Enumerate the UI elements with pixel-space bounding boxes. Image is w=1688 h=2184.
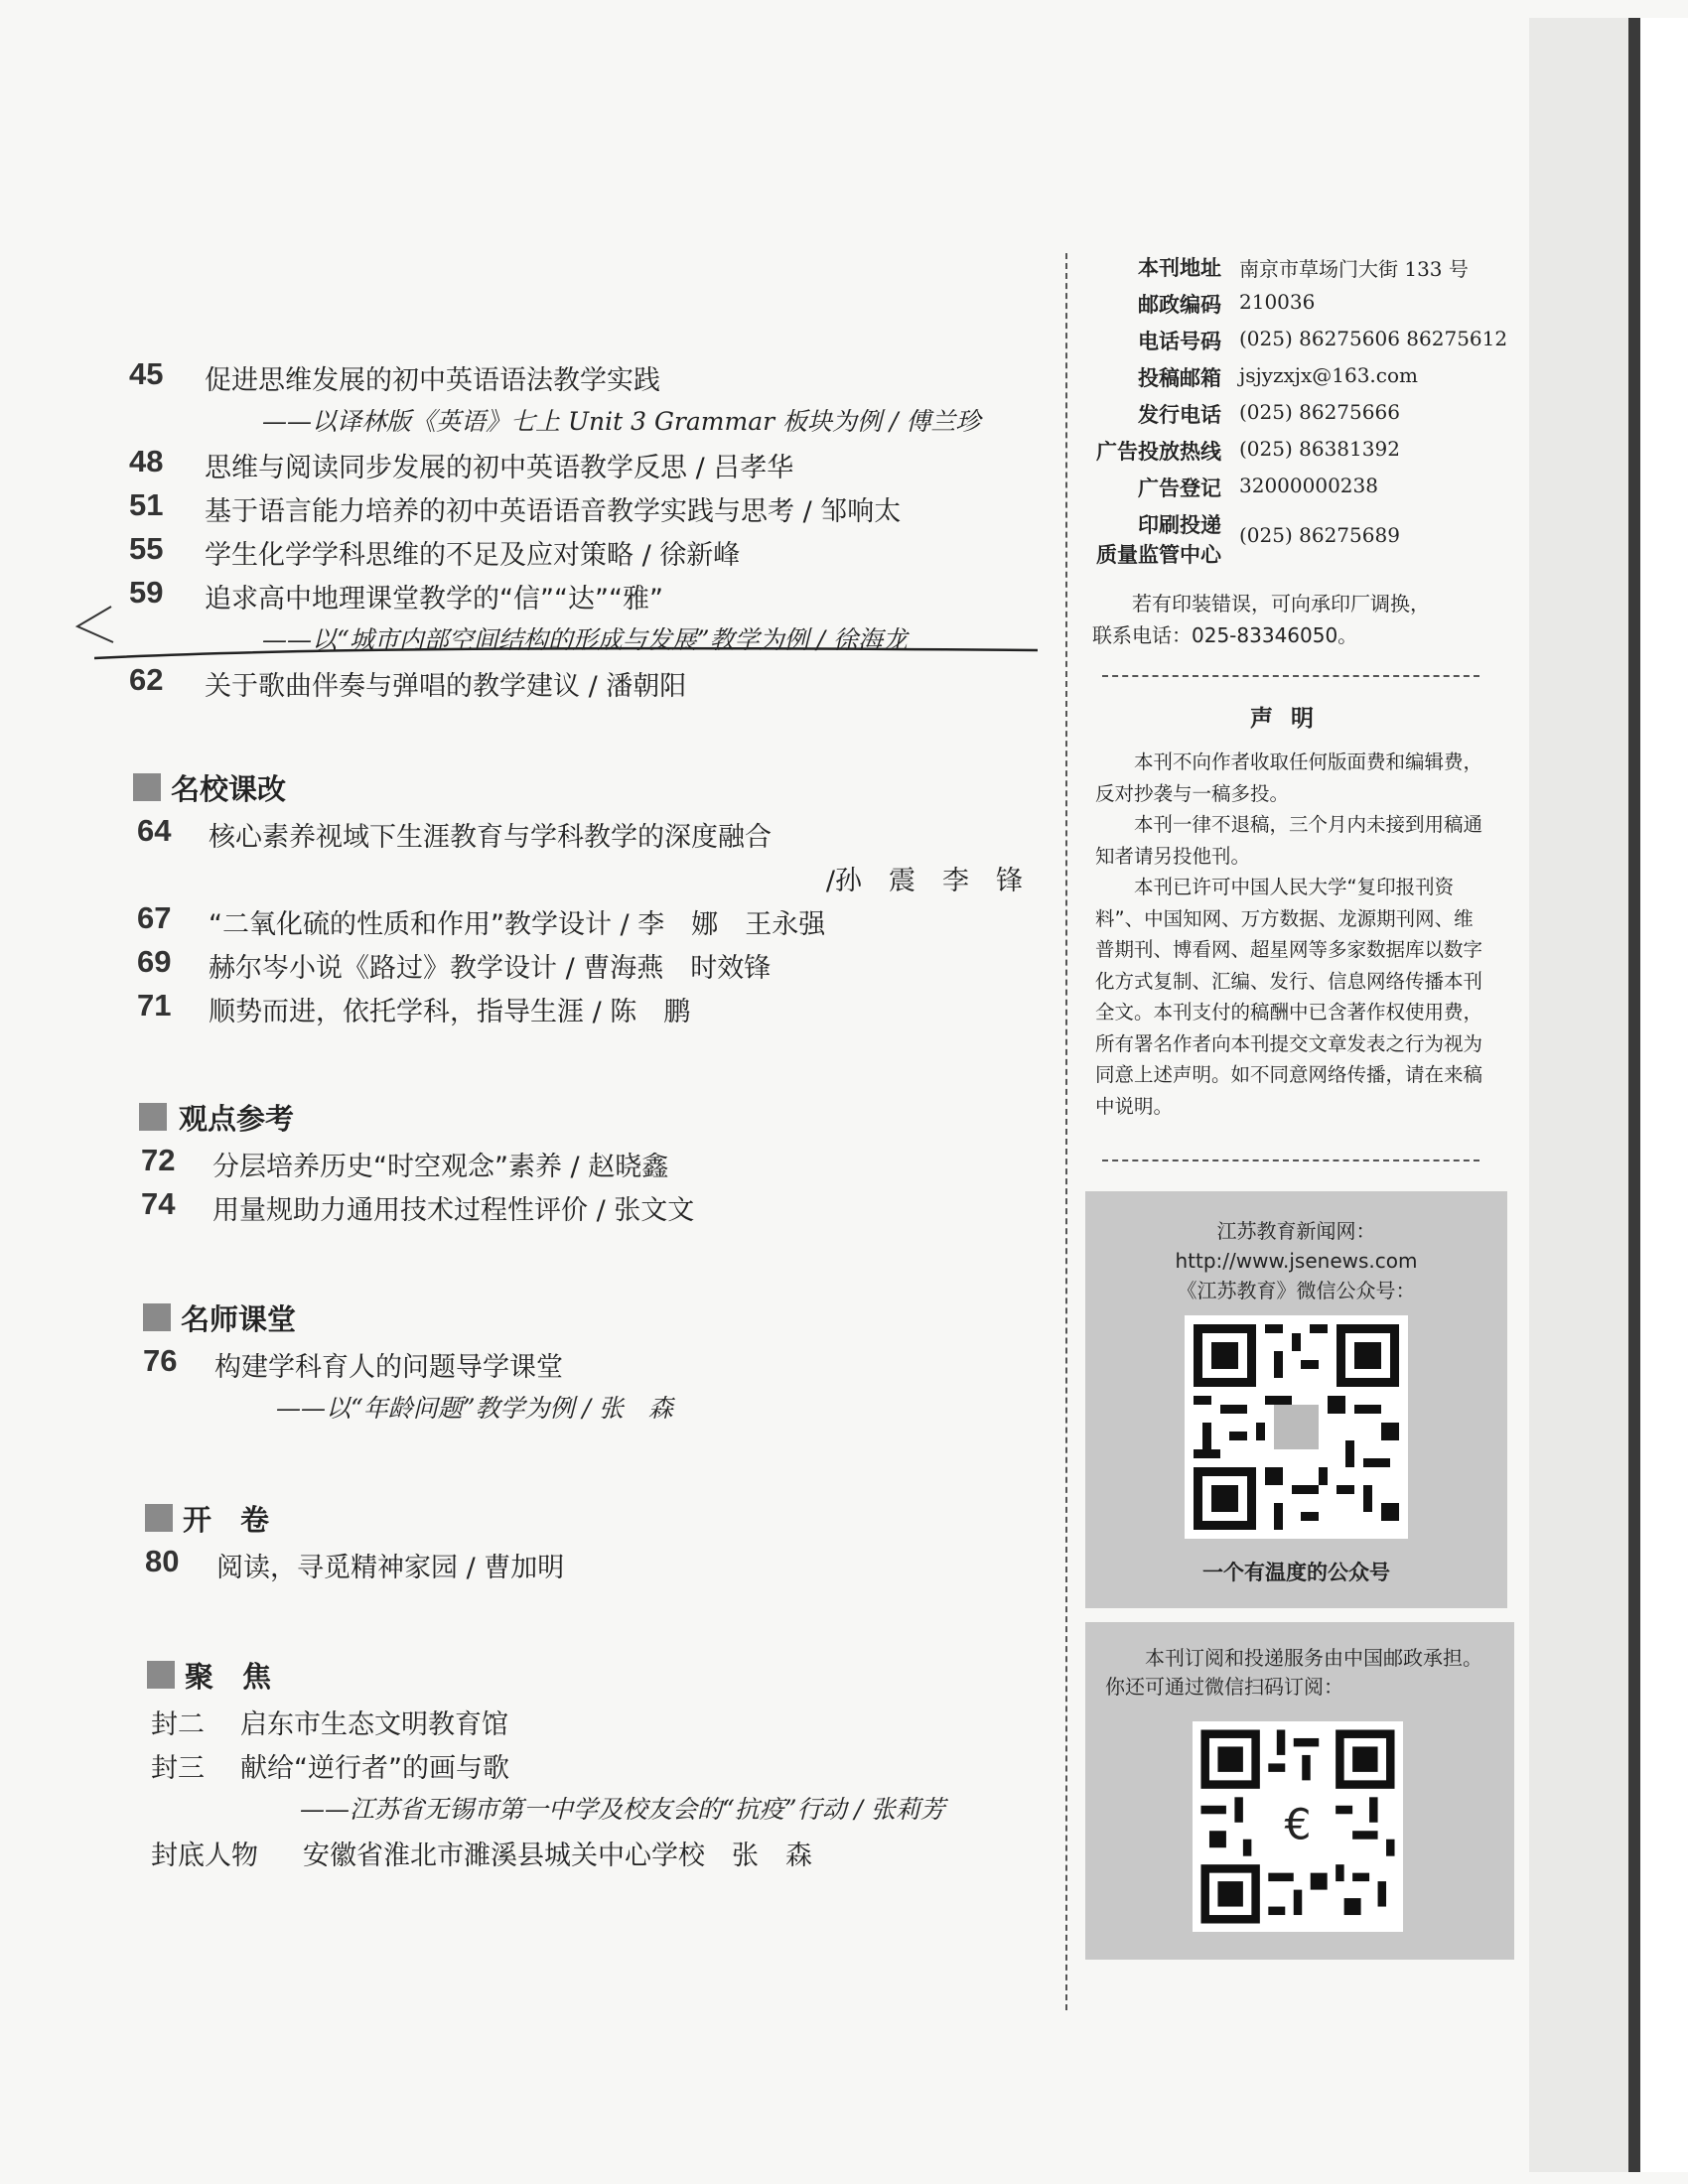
toc-entry[interactable] [129, 1182, 1023, 1226]
toc-entry[interactable] [129, 809, 1023, 853]
page-number: 69 [137, 944, 172, 979]
section-heading-jujiao [129, 1647, 1023, 1697]
declaration-body [1095, 747, 1484, 1122]
info-value: 210036 [1239, 290, 1316, 314]
article-title: 顺势而进，依托学科，指导生涯 / 陈 鹏 [209, 997, 691, 1027]
info-value: 32000000238 [1239, 474, 1378, 497]
article-title: 学生化学学科思维的不足及应对策略 / 徐新峰 [205, 540, 741, 571]
page-number: 74 [141, 1186, 176, 1221]
info-row [1072, 432, 1529, 469]
section-label: 开 卷 [183, 1503, 270, 1537]
info-key: 电话号码 [1138, 330, 1221, 353]
page-number: 45 [129, 356, 164, 391]
subscribe-box [1085, 1622, 1514, 1960]
page-edge-gray [1529, 18, 1628, 2172]
info-row [1072, 248, 1529, 285]
declaration-paragraph: 本刊一律不退稿，三个月内未接到用稿通知者请另投他刊。 [1095, 813, 1483, 868]
cover-key: 封二 [151, 1709, 205, 1740]
article-title: 关于歌曲伴奏与弹唱的教学建议 / 潘朝阳 [205, 671, 687, 702]
cover-feature-subtitle [129, 1784, 1023, 1828]
notice-line: 若有印装错误，可向承印厂调换， [1132, 592, 1430, 615]
qr-code-icon [1185, 1315, 1408, 1539]
info-value: (025) 86381392 [1239, 437, 1400, 461]
post-subscribe-qr-code[interactable] [1193, 1721, 1403, 1932]
page-number: 72 [141, 1143, 176, 1177]
cover-value: 安徽省淮北市濉溪县城关中心学校 张 森 [303, 1841, 812, 1871]
info-key: 发行电话 [1138, 403, 1221, 427]
box-line: 江苏教育新闻网： [1216, 1219, 1376, 1243]
section-square-icon [139, 1103, 167, 1131]
info-row[interactable] [1072, 358, 1529, 395]
wechat-qr-code[interactable] [1185, 1315, 1408, 1539]
page-number: 71 [137, 988, 172, 1023]
info-key: 质量监管中心 [1096, 543, 1221, 567]
cover-value: 献给“逆行者”的画与歌 [240, 1753, 509, 1784]
article-subtitle: ——以“城市内部空间结构的形成与发展”教学为例 / 徐海龙 [262, 625, 908, 654]
info-key: 本刊地址 [1138, 256, 1221, 280]
website-url[interactable]: http://www.jsenews.com [1175, 1249, 1418, 1273]
cover-feature-row[interactable] [129, 1697, 1023, 1740]
article-title: 用量规助力通用技术过程性评价 / 张文文 [212, 1195, 695, 1226]
cover-feature-row[interactable] [129, 1740, 1023, 1784]
toc-entry[interactable] [129, 440, 1023, 483]
toc-entry[interactable] [129, 1339, 1023, 1383]
section-label: 名校课改 [171, 772, 287, 806]
section-label: 聚 焦 [185, 1660, 272, 1694]
article-subtitle: ——以译林版《英语》七上 Unit 3 Grammar 板块为例 / 傅兰珍 [262, 407, 981, 436]
info-row [1072, 395, 1529, 432]
misprint-notice [1092, 588, 1499, 651]
section-square-icon [147, 1661, 175, 1689]
page-number: 76 [143, 1343, 178, 1378]
article-title: 核心素养视域下生涯教育与学科教学的深度融合 [209, 822, 772, 853]
notice-line: 联系电话：025-83346050。 [1092, 623, 1358, 647]
page-number: 55 [129, 531, 164, 566]
toc-entry-author [129, 853, 1023, 896]
section-heading-mingxiao [129, 759, 1023, 809]
info-key: 广告登记 [1138, 477, 1221, 500]
article-title: 赫尔岑小说《路过》教学设计 / 曹海燕 时效锋 [209, 953, 772, 984]
page-number: 51 [129, 487, 164, 522]
toc-entry[interactable] [129, 571, 1023, 614]
article-title: 思维与阅读同步发展的初中英语教学反思 / 吕孝华 [205, 453, 794, 483]
article-title: 追求高中地理课堂教学的“信”“达”“雅” [205, 584, 663, 614]
article-title: 促进思维发展的初中英语语法教学实践 [205, 365, 660, 396]
svg-text:€: € [1284, 1800, 1312, 1849]
info-key: 印刷投递 [1138, 513, 1221, 537]
page-number: 64 [137, 813, 172, 848]
cover-key: 封底人物 [151, 1841, 258, 1871]
handwritten-triangle-mark [70, 599, 119, 648]
info-value: 南京市草场门大街 133 号 [1239, 257, 1469, 281]
section-heading-kaijuan [129, 1490, 1023, 1540]
info-key: 投稿邮箱 [1138, 366, 1221, 390]
cover-key: 封三 [151, 1753, 205, 1784]
info-row [1072, 469, 1529, 505]
wechat-caption: 一个有温度的公众号 [1202, 1561, 1390, 1584]
article-title: 构建学科育人的问题导学课堂 [214, 1352, 563, 1383]
dashed-separator [1102, 1160, 1479, 1161]
dashed-separator [1102, 675, 1479, 677]
email-value[interactable]: jsjyzxjx@163.com [1239, 363, 1418, 387]
toc-entry[interactable] [129, 1540, 1023, 1583]
toc-entry[interactable] [129, 352, 1023, 396]
cover-feature-row[interactable] [129, 1828, 1023, 1871]
toc-entry-subtitle [129, 396, 1023, 440]
section-label: 名师课堂 [181, 1302, 297, 1336]
section-square-icon [145, 1504, 173, 1532]
section-heading-guandian [129, 1089, 1023, 1139]
toc-entry[interactable] [129, 896, 1023, 940]
page-edge-binding [1628, 18, 1640, 2172]
info-key: 广告投放热线 [1096, 440, 1221, 464]
wechat-box [1085, 1191, 1507, 1608]
page-number: 80 [145, 1544, 180, 1578]
page-number: 59 [129, 575, 164, 610]
article-title: “二氧化硫的性质和作用”教学设计 / 李 娜 王永强 [209, 909, 826, 940]
section-heading-mingshi [129, 1290, 1023, 1339]
article-author: /孙 震 李 锋 [825, 866, 1023, 896]
page-number: 62 [129, 662, 164, 697]
section-square-icon [133, 773, 161, 801]
info-row [1072, 285, 1529, 322]
qr-code-icon [1193, 1721, 1403, 1932]
handwritten-underline [94, 642, 1038, 662]
toc-entry[interactable] [129, 940, 1023, 984]
info-key: 邮政编码 [1138, 293, 1221, 317]
article-title: 阅读，寻觅精神家园 / 曹加明 [216, 1553, 565, 1583]
article-title: 分层培养历史“时空观念”素养 / 赵晓鑫 [212, 1152, 669, 1182]
article-title: 基于语言能力培养的初中英语语音教学实践与思考 / 邹响太 [205, 496, 902, 527]
cover-subtitle: ——江苏省无锡市第一中学及校友会的“抗疫”行动 / 张莉芳 [300, 1795, 945, 1824]
info-value: (025) 86275666 [1239, 400, 1400, 424]
info-value: (025) 86275689 [1239, 523, 1400, 547]
info-value: (025) 86275606 86275612 [1239, 327, 1508, 350]
declaration-paragraph: 本刊不向作者收取任何版面费和编辑费，反对抄袭与一稿多投。 [1095, 751, 1483, 805]
info-row [1072, 322, 1529, 358]
toc-entry[interactable] [129, 483, 1023, 527]
toc-entry[interactable] [129, 1139, 1023, 1182]
section-square-icon [143, 1303, 171, 1331]
page-edge-white [1640, 18, 1688, 2172]
cover-value: 启东市生态文明教育馆 [240, 1709, 508, 1740]
section-label: 观点参考 [179, 1102, 295, 1136]
toc-entry[interactable] [129, 658, 1023, 702]
declaration-heading: 声明 [1250, 706, 1332, 732]
box-line: 《江苏教育》微信公众号： [1177, 1279, 1416, 1302]
toc-entry-subtitle [129, 1383, 1023, 1427]
masthead-info [1072, 248, 1529, 572]
article-subtitle: ——以“年龄问题”教学为例 / 张 森 [276, 1394, 673, 1423]
table-of-contents [129, 352, 1023, 1871]
page-number: 48 [129, 444, 164, 478]
subscribe-text: 本刊订阅和投递服务由中国邮政承担。你还可通过微信扫码订阅： [1105, 1646, 1482, 1699]
toc-entry[interactable] [129, 527, 1023, 571]
page-number: 67 [137, 900, 172, 935]
toc-entry[interactable] [129, 984, 1023, 1027]
declaration-paragraph: 本刊已许可中国人民大学“复印报刊资料”、中国知网、万方数据、龙源期刊网、维普期刊、博看网、超星网等多家数据库以数字化方式复制、汇编、发行、信息网络传播本刊全文。本刊支付的稿酬中已含著作权使用费，所有署名作者向本刊提交文章发表之行为视为同意上述声明。如不同意网络传播，请在来稿中说明。 [1095, 876, 1483, 1118]
